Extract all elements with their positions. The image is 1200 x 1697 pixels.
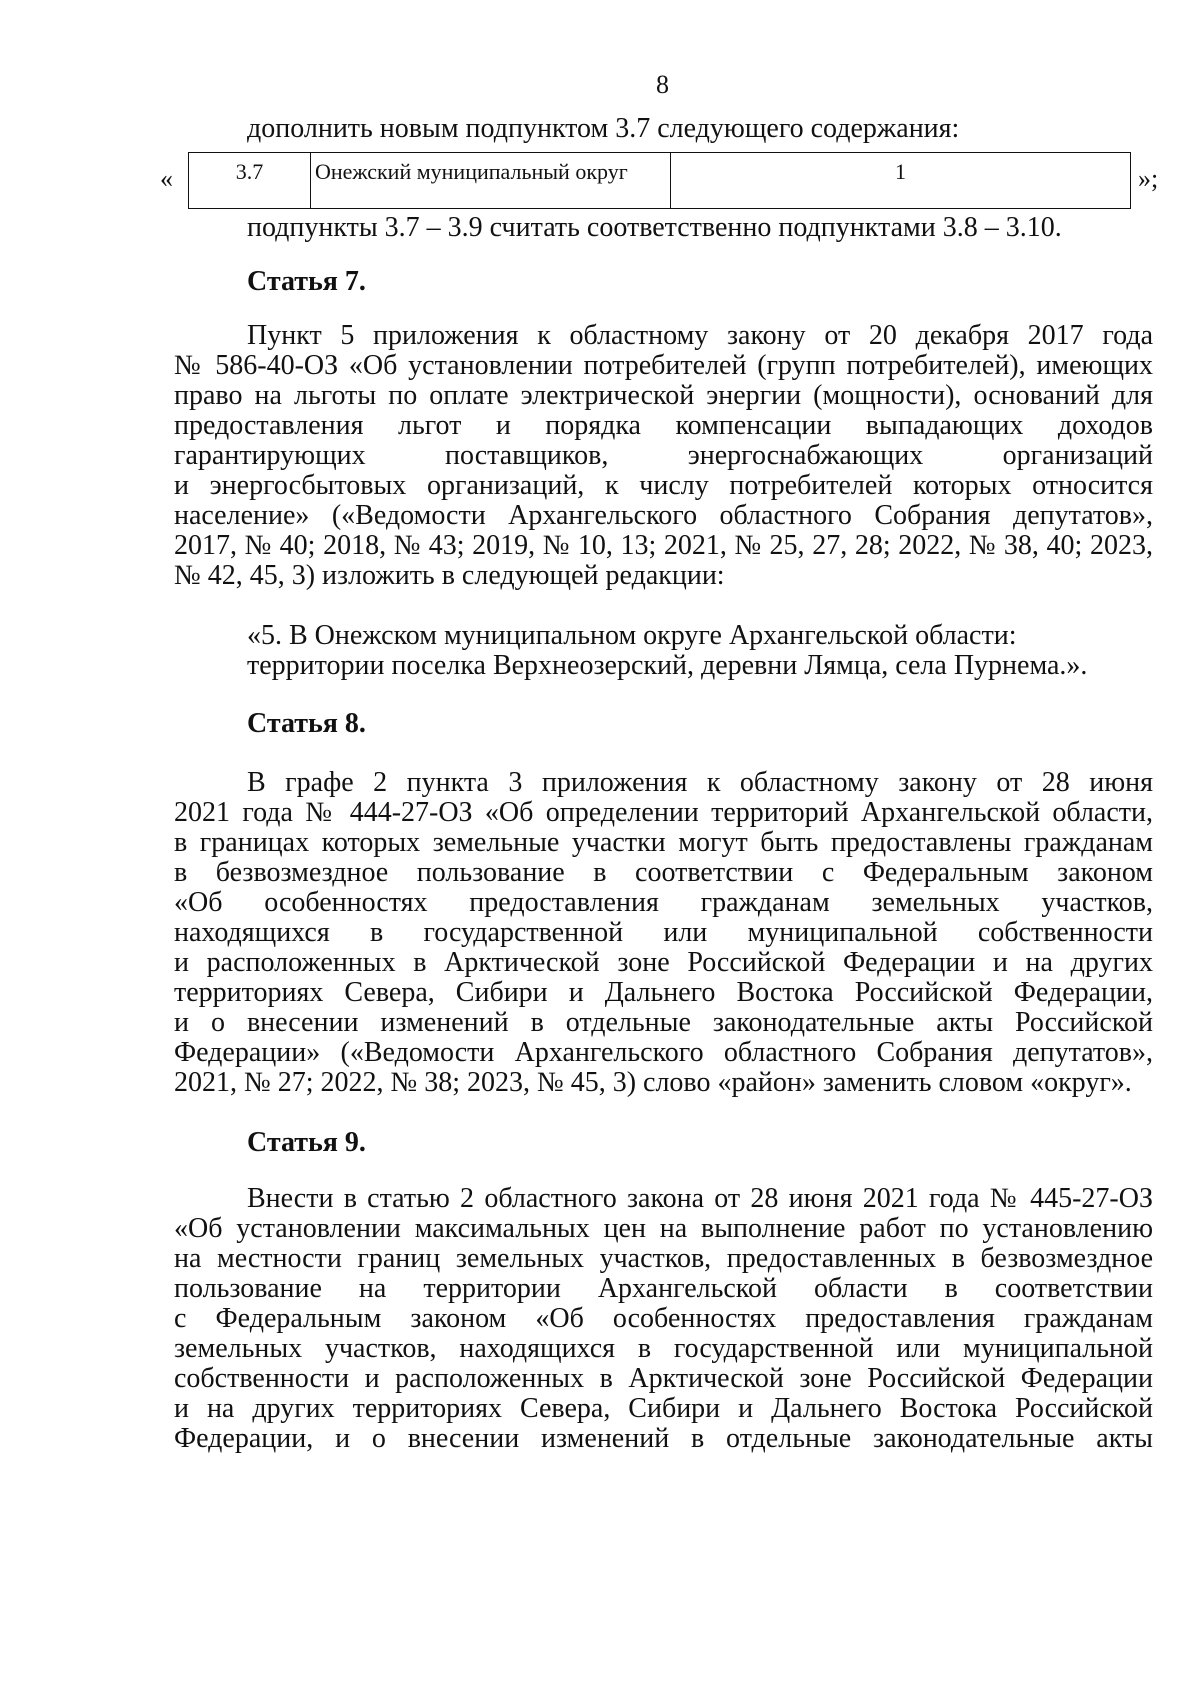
article-9-line: «Об установлении максимальных цен на выполнение работ по установлению [174,1213,1153,1244]
intro-line: дополнить новым подпунктом 3.7 следующего содержания: [247,113,960,144]
table-cell-value: 1 [671,153,1131,209]
article-7-line: 2017, № 40; 2018, № 43; 2019, № 10, 13; 2021, № 25, 27, 28; 2022, № 38, 40; 2023, [174,530,1153,561]
article-9-line: собственности и расположенных в Арктической зоне Российской Федерации [174,1363,1153,1394]
table-cell-number: 3.7 [189,153,311,209]
article-9-line: с Федеральным законом «Об особенностях предоставления гражданам [174,1303,1153,1334]
article-8-line: В графе 2 пункта 3 приложения к областному закону от 28 июня [247,767,1153,798]
article-9-line: земельных участков, находящихся в государственной или муниципальной [174,1333,1153,1364]
after-table-line: подпункты 3.7 – 3.9 считать соответственно подпунктами 3.8 – 3.10. [247,212,1062,243]
article-7-line: предоставления льгот и порядка компенсации выпадающих доходов [174,410,1153,441]
table-open-quote: « [160,164,173,193]
page-number: 8 [656,70,669,99]
article-8-line: «Об особенностях предоставления гражданам земельных участков, [174,887,1153,918]
article-9-line: Федерации, и о внесении изменений в отдельные законодательные акты [174,1423,1153,1454]
article-8-line: находящихся в государственной или муниципальной собственности [174,917,1153,948]
article-9-line: Внести в статью 2 областного закона от 28 июня 2021 года № 445-27-ОЗ [247,1183,1153,1214]
article-9-line: пользование на территории Архангельской области в соответствии [174,1273,1153,1304]
article-7-quote-line: «5. В Онежском муниципальном округе Архангельской области: [247,620,1017,651]
amendment-table-block [160,152,1160,210]
article-7-heading: Статья 7. [247,266,366,297]
article-8-line: 2021 года № 444-27-ОЗ «Об определении территорий Архангельской области, [174,797,1153,828]
article-8-line: Федерации» («Ведомости Архангельского областного Собрания депутатов», [174,1037,1153,1068]
article-7-line: № 586-40-ОЗ «Об установлении потребителей (групп потребителей), имеющих [174,350,1153,381]
article-8-heading: Статья 8. [247,708,366,739]
article-7-line: № 42, 45, 3) изложить в следующей редакции: [174,560,725,591]
article-8-line: в безвозмездное пользование в соответствии с Федеральным законом [174,857,1153,888]
article-9-line: на местности границ земельных участков, предоставленных в безвозмездное [174,1243,1153,1274]
article-7-line: гарантирующих поставщиков, энергоснабжающих организаций [174,440,1153,471]
table-close-quote: »; [1138,164,1159,193]
article-7-line: и энергосбытовых организаций, к числу потребителей которых относится [174,470,1153,501]
article-7-line: население» («Ведомости Архангельского областного Собрания депутатов», [174,500,1153,531]
article-9-heading: Статья 9. [247,1127,366,1158]
article-7-line: право на льготы по оплате электрической энергии (мощности), оснований для [174,380,1153,411]
article-8-line: в границах которых земельные участки могут быть предоставлены гражданам [174,827,1153,858]
article-8-line: и о внесении изменений в отдельные законодательные акты Российской [174,1007,1153,1038]
article-8-line: территориях Севера, Сибири и Дальнего Востока Российской Федерации, [174,977,1153,1008]
article-7-quote-line: территории поселка Верхнеозерский, деревни Лямца, села Пурнема.». [247,650,1088,681]
article-8-line: и расположенных в Арктической зоне Российской Федерации и на других [174,947,1153,978]
table-cell-name: Онежский муниципальный округ [311,153,671,209]
table-row [189,153,1131,209]
article-8-line: 2021, № 27; 2022, № 38; 2023, № 45, 3) слово «район» заменить словом «округ». [174,1067,1132,1098]
amendment-table [188,152,1131,209]
article-7-line: Пункт 5 приложения к областному закону от 20 декабря 2017 года [247,320,1153,351]
article-9-line: и на других территориях Севера, Сибири и Дальнего Востока Российской [174,1393,1153,1424]
